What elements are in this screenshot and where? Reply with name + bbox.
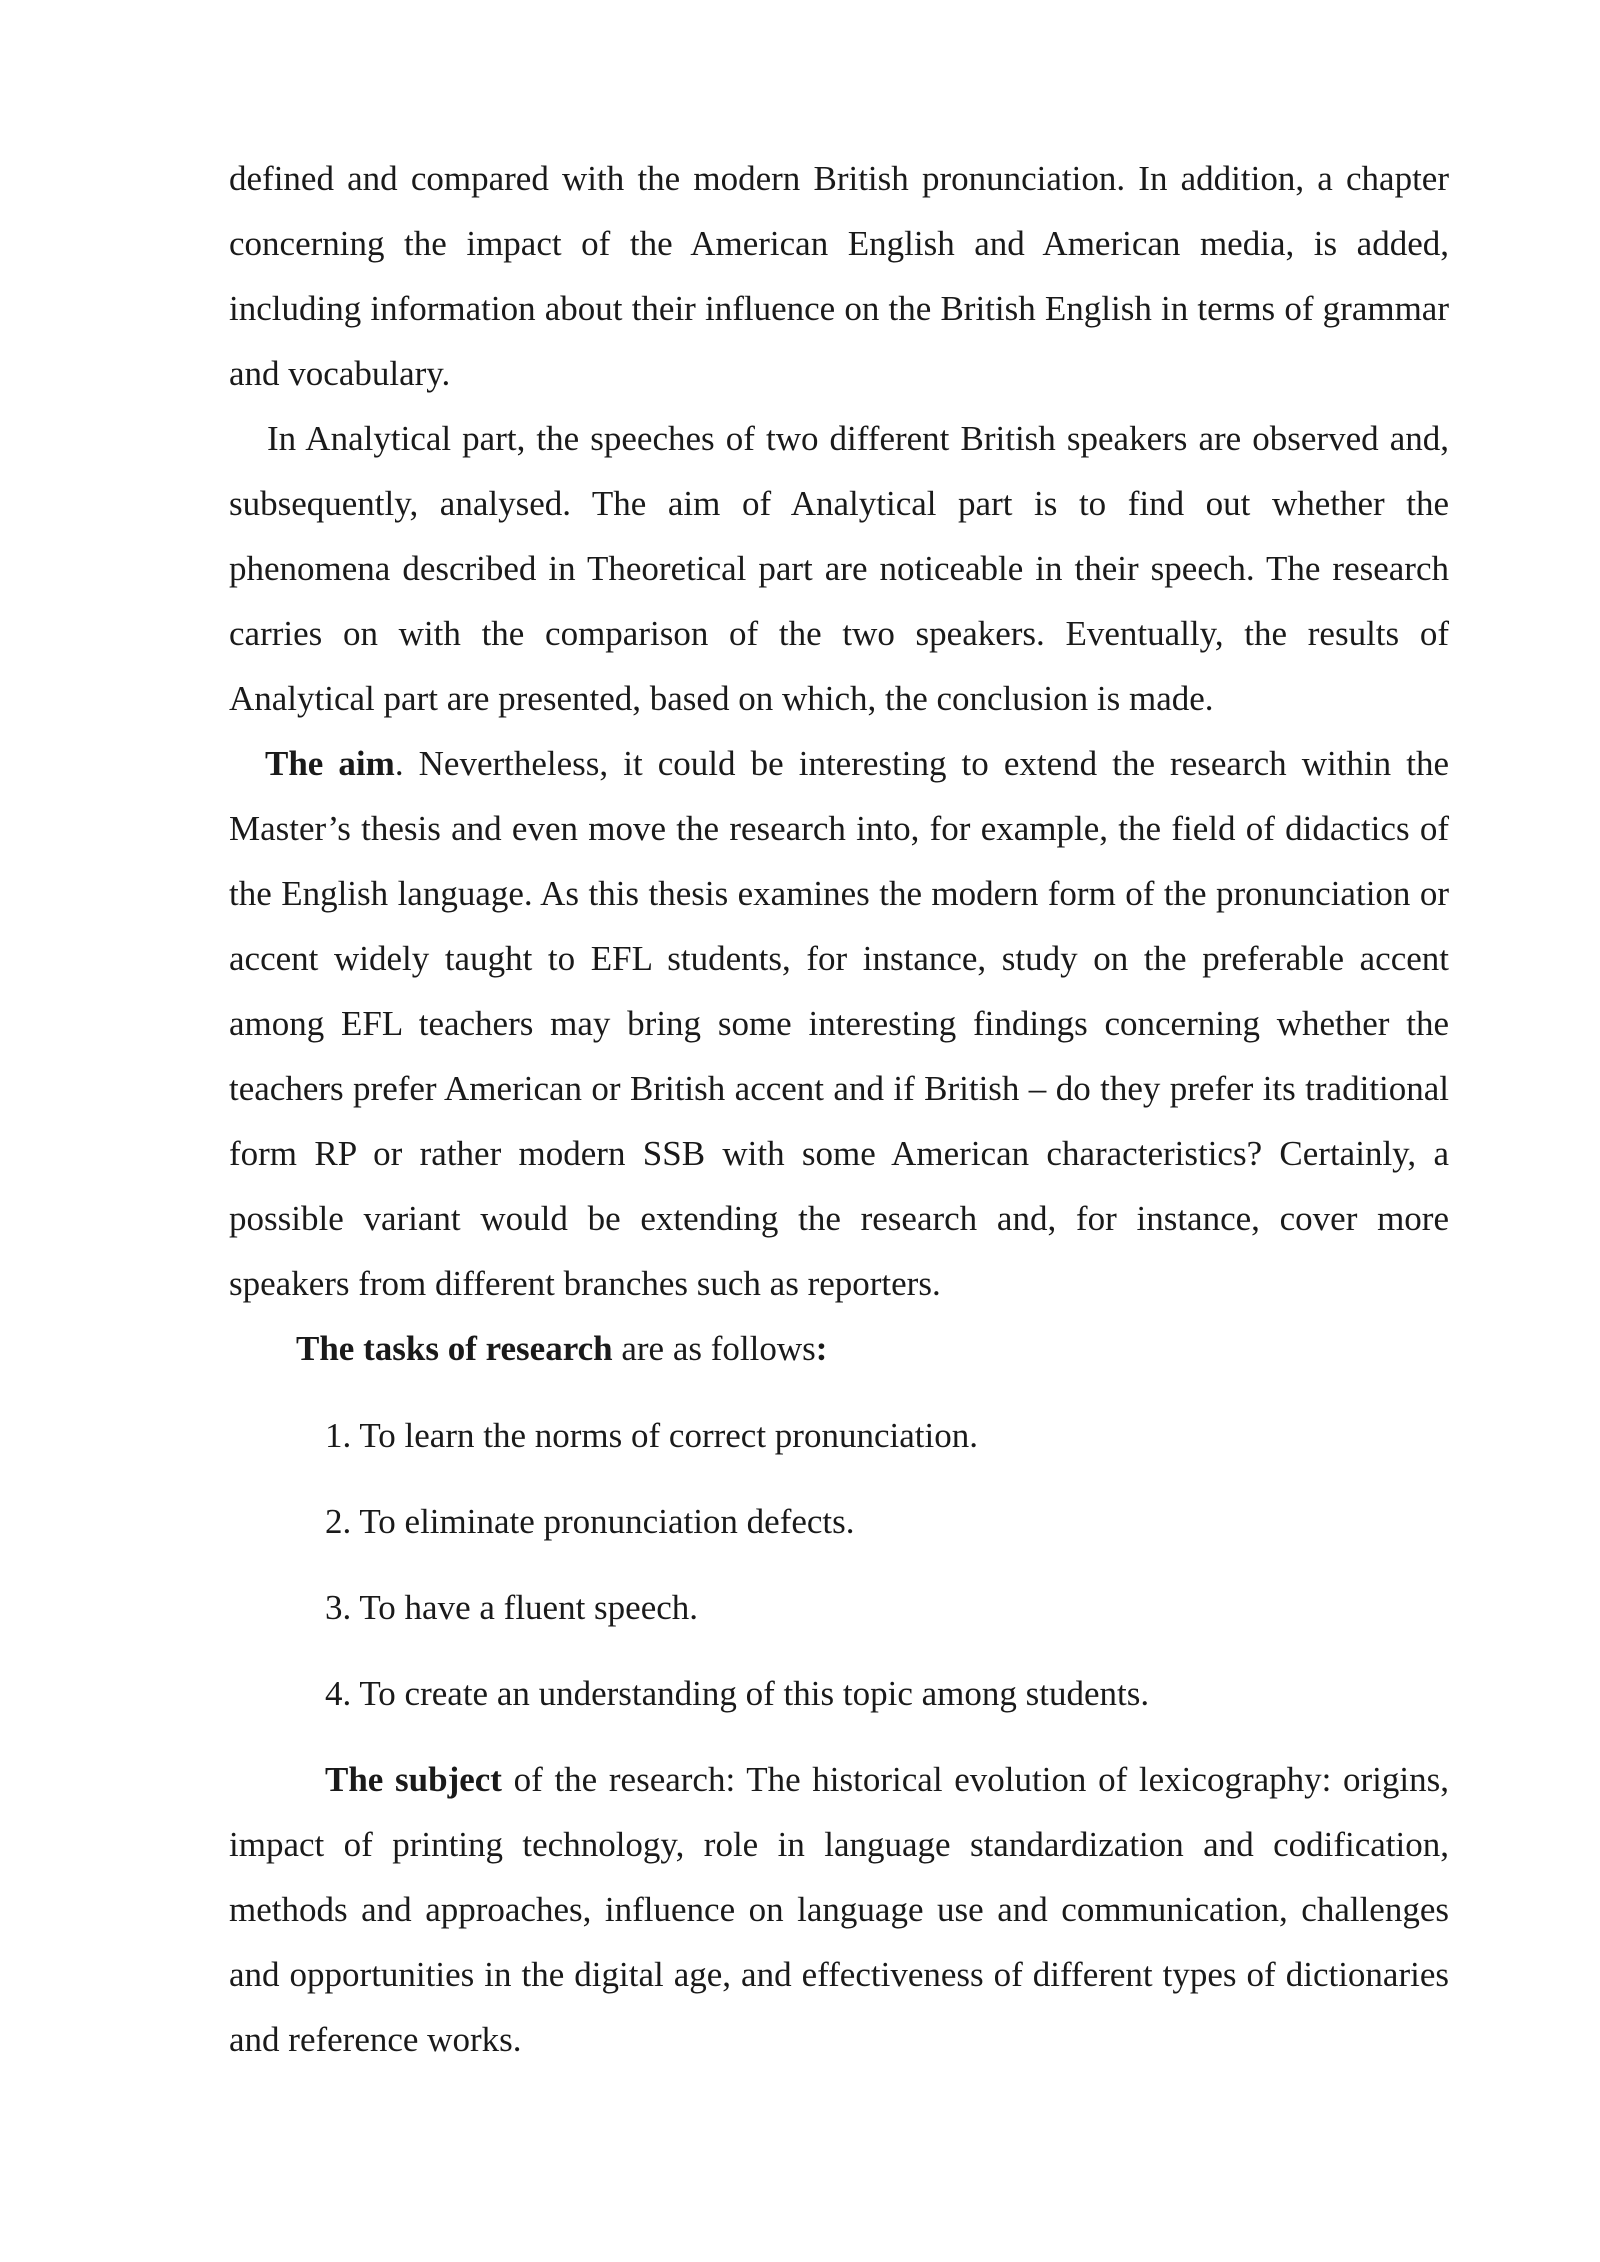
task-item: 3. To have a fluent speech. <box>325 1588 699 1627</box>
tasks-label: The tasks of research <box>296 1329 613 1368</box>
task-item: 4. To create an understanding of this topic among students. <box>325 1674 1150 1713</box>
task-item: 2. To eliminate pronunciation defects. <box>325 1502 855 1541</box>
tasks-list <box>229 1403 1449 1726</box>
aim-text: . Nevertheless, it could be interesting to extend the research within the Master’s thesis and even move the research into, for example, the field of didactics of the English language. As this thesis examines the modern form of the pronunciation or accent widely taught to EFL students, for instance, study on the preferable accent among EFL teachers may bring some interesting findings concerning whether the teachers prefer American or British accent and if British – do they prefer its traditional form RP or rather modern SSB with some American characteristics? Certainly, a possible variant would be extending the research and, for instance, cover more speakers from different branches such as reporters. <box>229 744 1449 1303</box>
subject-text: of the research: The historical evolution of lexicography: origins, impact of printing technology, role in language standardization and codification, methods and approaches, influence on language use and communication, challenges and opportunities in the digital age, and effectiveness of different types of dictionaries and reference works. <box>229 1760 1449 2059</box>
paragraph-intro-continuation: defined and compared with the modern British pronunciation. In addition, a chapter concerning the impact of the American English and American media, is added, including information about their influence on the British English in terms of grammar and vocabulary. <box>229 159 1449 393</box>
subject-label: The subject <box>325 1760 502 1799</box>
task-item: 1. To learn the norms of correct pronunciation. <box>325 1416 978 1455</box>
paragraph-subject <box>229 1747 1449 2072</box>
document-page <box>229 146 1449 2072</box>
tasks-intro-text: are as follows <box>612 1329 816 1368</box>
aim-label: The aim <box>265 744 395 783</box>
tasks-colon: : <box>815 1329 828 1368</box>
paragraph-aim <box>229 731 1449 1316</box>
paragraph-analytical-part: In Analytical part, the speeches of two different British speakers are observed and, subsequently, analysed. The aim of Analytical part is to find out whether the phenomena described in Theoretical part are noticeable in their speech. The research carries on with the comparison of the two speakers. Eventually, the results of Analytical part are presented, based on which, the conclusion is made. <box>229 419 1449 718</box>
paragraph-tasks-intro <box>229 1316 1449 1381</box>
